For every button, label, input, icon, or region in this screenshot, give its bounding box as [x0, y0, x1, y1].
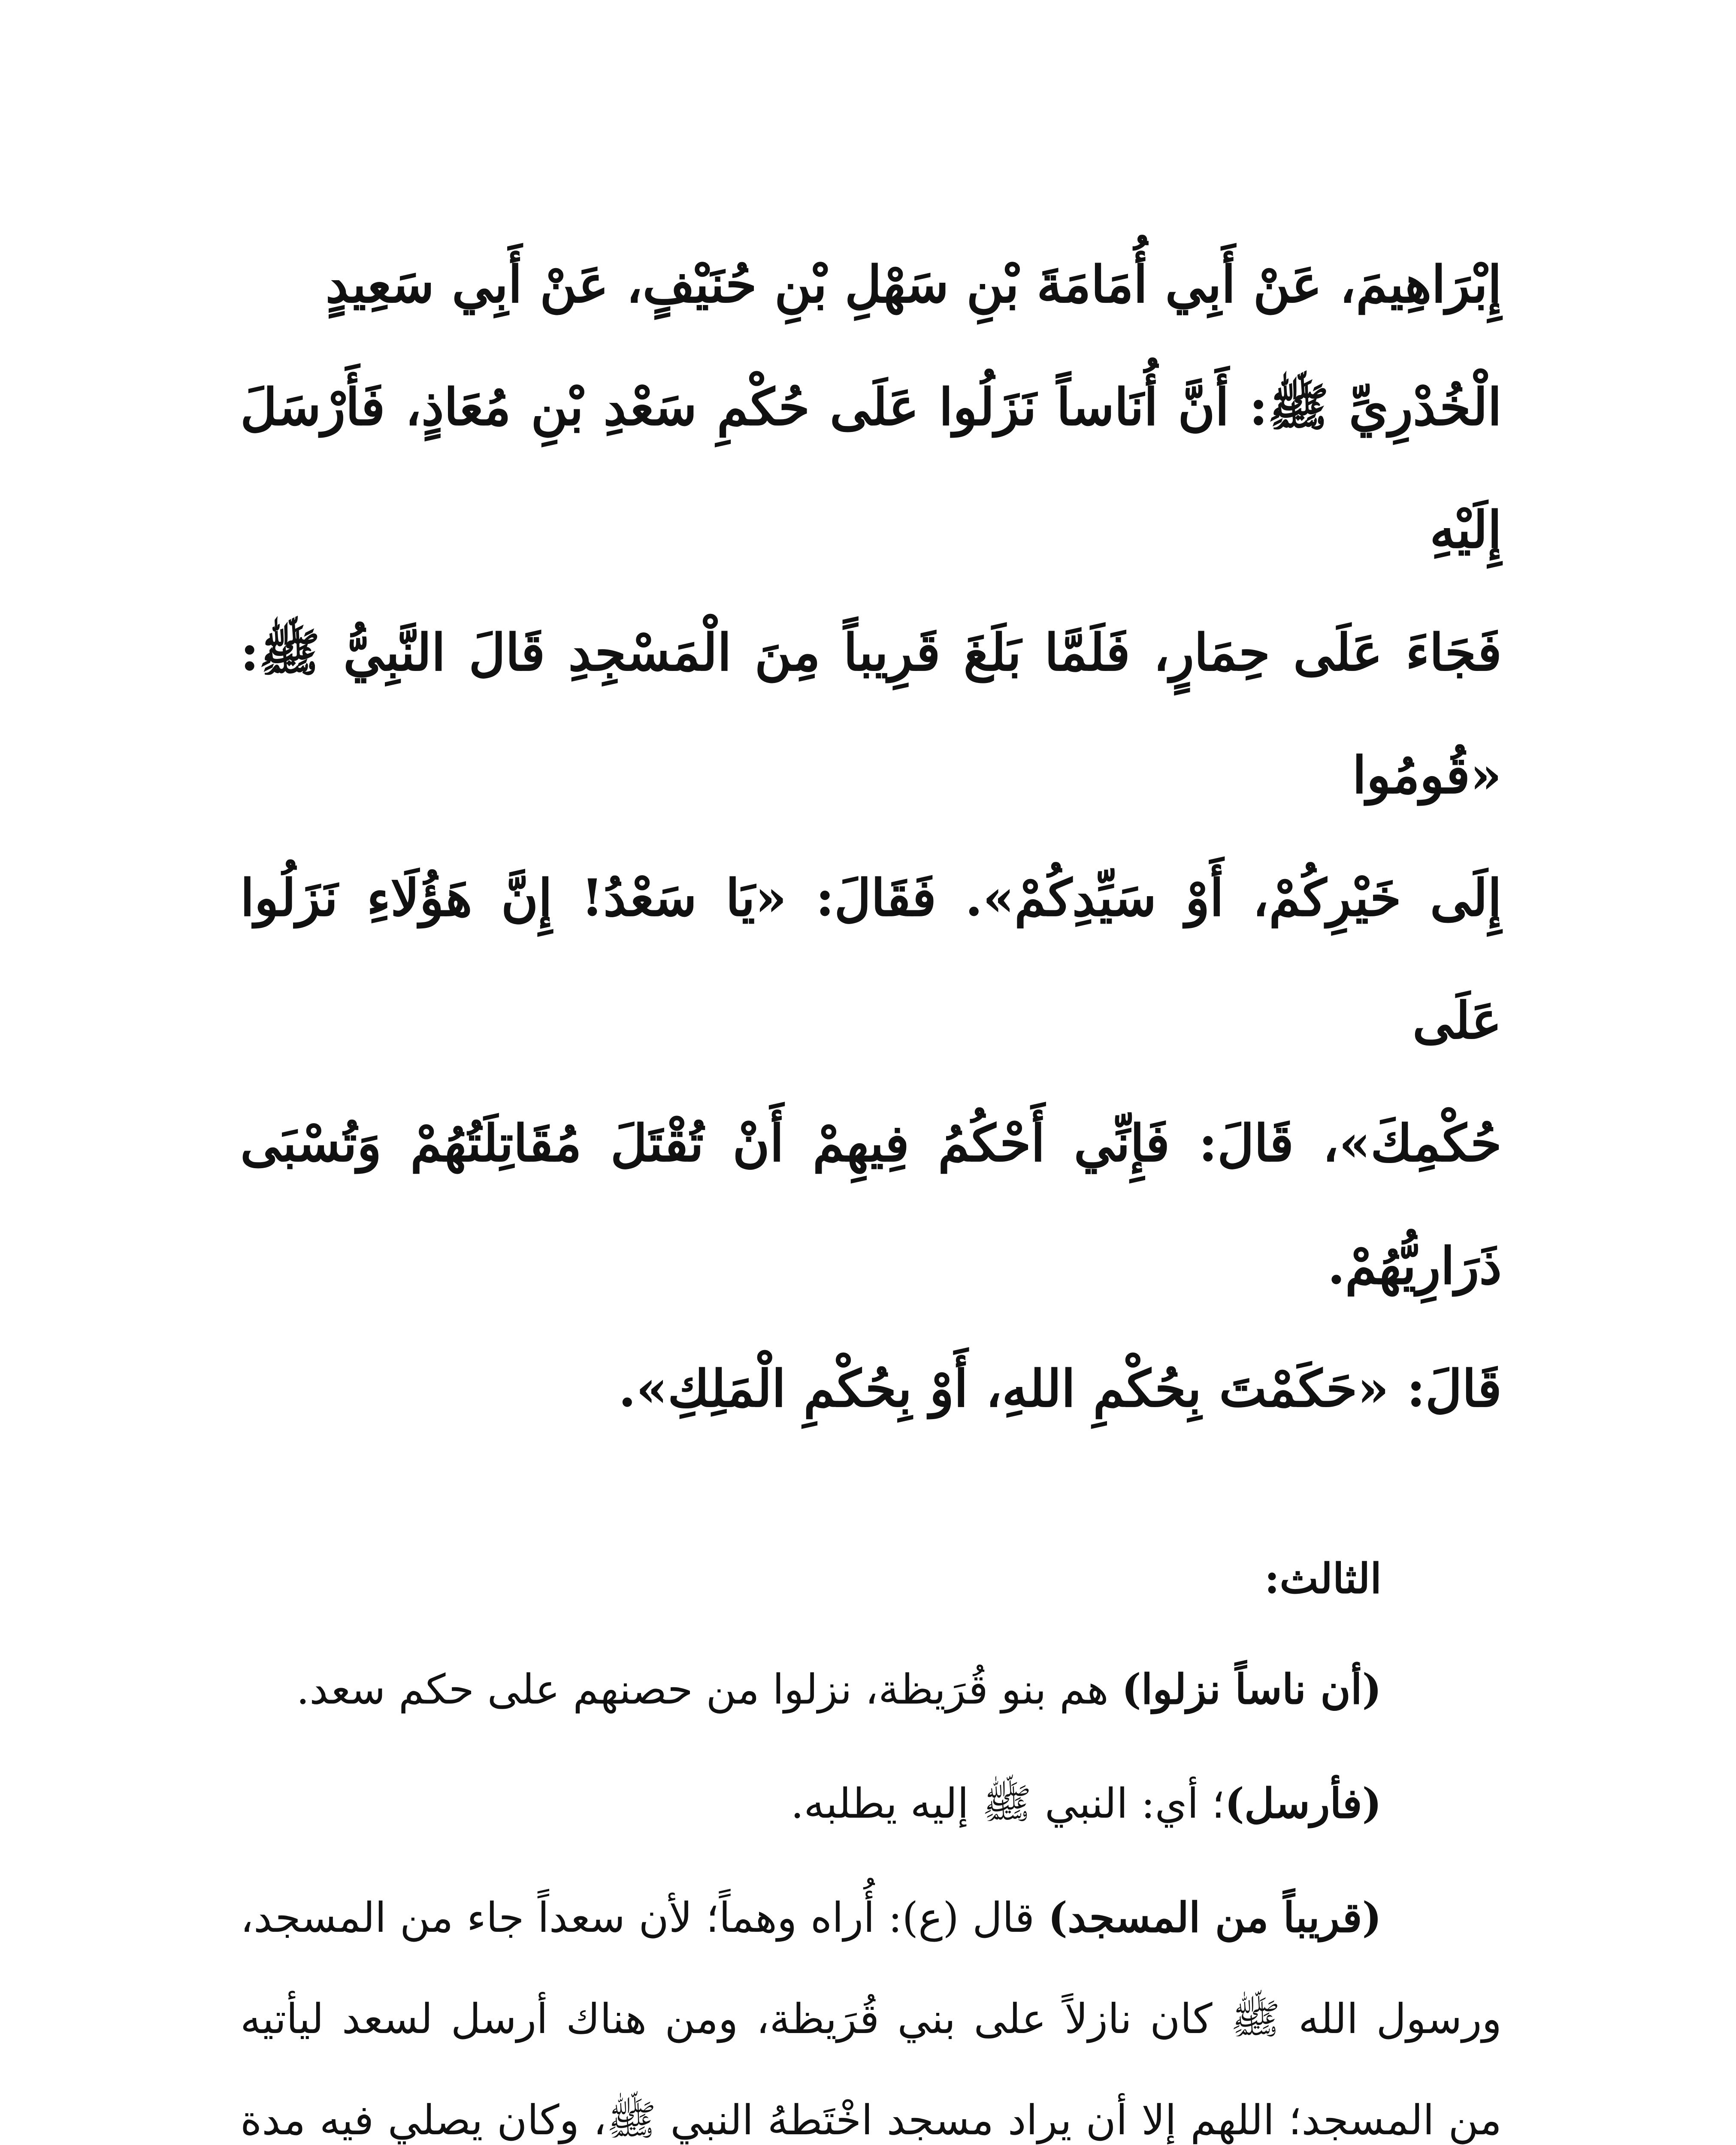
paragraph-text: هم بنو قُرَيظة، نزلوا من حصنهم على حكم سعد. [296, 1665, 1122, 1713]
commentary-paragraph [240, 1753, 1502, 1854]
hadith-line: الْخُدْرِيِّ ﷺ: أَنَّ أُنَاساً نَزَلُوا عَلَى حُكْمِ سَعْدِ بْنِ مُعَاذٍ، فَأَرْسَلَ إِلَيْهِ [240, 377, 1502, 559]
hadith-line: إِبْرَاهِيمَ، عَنْ أَبِي أُمَامَةَ بْنِ سَهْلِ بْنِ حُنَيْفٍ، عَنْ أَبِي سَعِيدٍ [325, 254, 1502, 314]
section-heading: الثالث: [1264, 1554, 1382, 1603]
hadith-line: فَجَاءَ عَلَى حِمَارٍ، فَلَمَّا بَلَغَ قَرِيباً مِنَ الْمَسْجِدِ قَالَ النَّبِيُّ ﷺ: «قُومُوا [240, 622, 1502, 805]
commentary-paragraph [240, 1639, 1502, 1740]
paragraph-lead: (فأرسل) [1225, 1779, 1382, 1828]
hadith-line: إِلَى خَيْرِكُمْ، أَوْ سَيِّدِكُمْ». فَقَالَ: «يَا سَعْدُ! إِنَّ هَؤُلَاءِ نَزَلُوا عَلَى [240, 868, 1502, 1050]
hadith-text [240, 223, 1502, 1450]
paragraph-text: قال (ع): أُراه وهماً؛ لأن سعداً جاء من المسجد، ورسول الله ﷺ كان نازلاً على بني قُرَيظة، ومن هناك أرسل لسعد ليأتيه من المسجد؛ اللهم إلا أن يراد مسجد اخْتَطهُ النبي ﷺ، وكان يصلي فيه مدة [240, 1894, 1502, 2144]
hadith-line: حُكْمِكَ»، قَالَ: فَإِنِّي أَحْكُمُ فِيهِمْ أَنْ تُقْتَلَ مُقَاتِلَتُهُمْ وَتُسْبَى ذَرَارِيُّهُمْ. [240, 1113, 1502, 1296]
paragraph-text: ؛ أي: النبي ﷺ إليه يطلبه. [790, 1779, 1225, 1828]
page-body [240, 223, 1502, 2145]
paragraph-lead: (قريباً من المسجد) [1048, 1893, 1382, 1942]
paragraph-lead: (أن ناساً نزلوا) [1122, 1665, 1382, 1713]
commentary-paragraph [240, 1867, 1502, 2145]
hadith-line: قَالَ: «حَكَمْتَ بِحُكْمِ اللهِ، أَوْ بِحُكْمِ الْمَلِكِ». [618, 1359, 1502, 1418]
